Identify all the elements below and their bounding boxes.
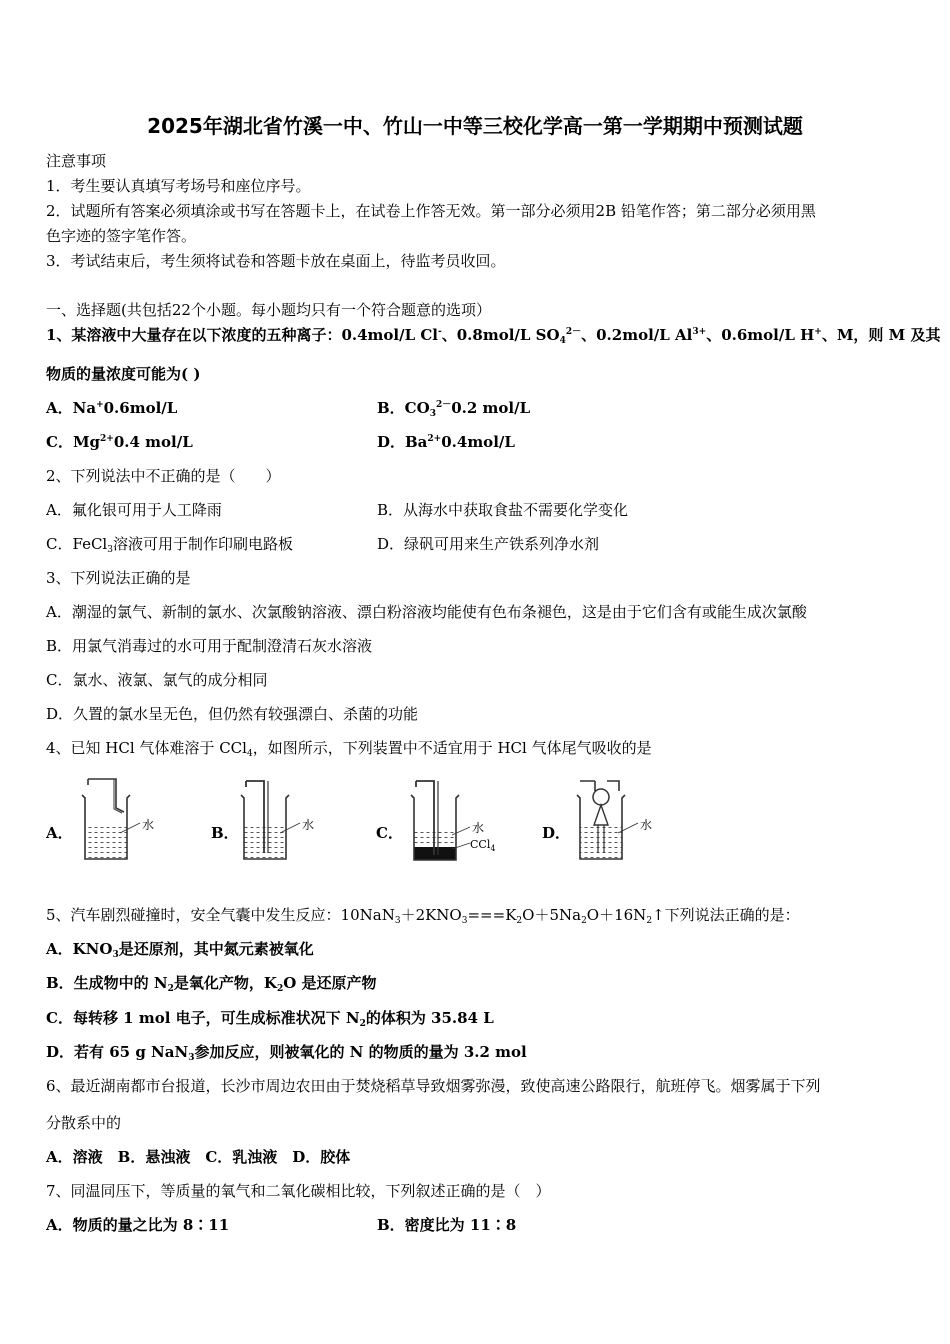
q4-apparatus-b [238,775,328,867]
q4-label-d: D． [542,824,571,842]
q4-label-b: B． [211,824,239,842]
q7-option-a: A．物质的量之比为 8∶11 [46,1216,230,1234]
q1-option-d: D．$Ba^{2+}0.4mol/L$ [377,433,515,451]
q5-option-b: B．生成物中的 $N_2$是氧化产物，$K_2O$ 是还原产物 [46,974,377,994]
notice-item-3: 3．考试结束后，考生须将试卷和答题卡放在桌面上，待监考员收回。 [46,252,506,270]
q1-stem: 1、某溶液中大量存在以下浓度的五种离子：0.4mol/L Cl-、0.8mol/L $SO_4^{2-}$、0.2mol/L $Al^{3+}$、0.6mol/L H+、M，则 M 及其 [46,326,941,346]
q5-stem: 5、汽车剧烈碰撞时，安全气囊中发生反应：$10NaN_3+2KNO_3===K_2O+5Na_2O+16N_2↑$下列说法正确的是： [46,906,800,926]
q2-option-a: A．氟化银可用于人工降雨 [46,501,222,519]
q6-options: A．溶液 B．悬浊液 C．乳浊液 D．胶体 [46,1148,351,1166]
q2-stem: 2、下列说法中不正确的是（ ） [46,467,281,485]
section-heading: 一、选择题(共包括22个小题。每小题均只有一个符合题意的选项） [46,301,491,319]
q1-option-a: A．Na+0.6mol/L [46,399,178,417]
q6-stem: 6、最近湖南都市台报道，长沙市周边农田由于焚烧稻草导致烟雾弥漫，致使高速公路限行，航班停飞。烟雾属于下列 [46,1077,821,1095]
q1-option-b: B．$CO_3^{2-}0.2$ mol/L [377,399,531,419]
q3-stem: 3、下列说法正确的是 [46,569,191,587]
q4-d-water-label: 水 [640,818,653,832]
q4-stem: 4、已知 HCl 气体难溶于 CCl$_4$，如图所示，下列装置中不适宜用于 HCl 气体尾气吸收的是 [46,739,652,759]
notice-item-2-cont: 色字迹的签字笔作答。 [46,227,197,245]
q3-option-d: D．久置的氯水呈无色，但仍然有较强漂白、杀菌的功能 [46,705,419,723]
notice-item-1: 1．考生要认真填写考场号和座位序号。 [46,177,311,195]
q4-a-water-label: 水 [142,818,155,832]
q5-option-d: D．若有 65 g NaN$_3$参加反应，则被氧化的 N 的物质的量为 3.2 mol [46,1043,527,1063]
q7-option-b: B．密度比为 11∶8 [377,1216,517,1234]
q7-stem: 7、同温同压下，等质量的氧气和二氧化碳相比较，下列叙述正确的是（ ） [46,1182,551,1200]
q1-option-c: C．$Mg^{2+}0.4$ mol/L [46,433,193,451]
q4-c-ccl4-label: CCl$_4$ [470,838,496,853]
q3-option-c: C．氯水、液氯、氯气的成分相同 [46,671,268,689]
q4-label-c: C． [376,824,403,842]
notice-heading: 注意事项 [46,152,107,170]
q1-stem-cont: 物质的量浓度可能为( ) [46,365,201,383]
q5-option-c: C．每转移 1 mol 电子，可生成标准状况下 $N_2$的体积为 35.84 L [46,1009,494,1029]
q4-b-water-label: 水 [302,818,315,832]
q2-option-b: B．从海水中获取食盐不需要化学变化 [377,501,629,519]
q4-c-water-label: 水 [472,821,485,835]
q5-option-a: A．$KNO_3$是还原剂，其中氮元素被氧化 [46,940,314,960]
q3-option-b: B．用氯气消毒过的水可用于配制澄清石灰水溶液 [46,637,373,655]
q2-option-d: D．绿矾可用来生产铁系列净水剂 [377,535,600,553]
notice-item-2: 2．试题所有答案必须填涂或书写在答题卡上，在试卷上作答无效。第一部分必须用2B 铅笔作答；第二部分必须用黑 [46,202,816,220]
page-title: 2025年湖北省竹溪一中、竹山一中等三校化学高一第一学期期中预测试题 [147,114,803,138]
q4-apparatus-a [76,775,166,867]
q6-stem-cont: 分散系中的 [46,1114,122,1132]
q3-option-a: A．潮湿的氯气、新制的氯水、次氯酸钠溶液、漂白粉溶液均能使有色布条褪色，这是由于它们含有或能生成次氯酸 [46,603,807,621]
q4-label-a: A． [46,824,73,842]
q4-apparatus-c [408,775,518,867]
q4-apparatus-d [572,775,672,867]
q2-option-c: C．FeCl$_3$溶液可用于制作印刷电路板 [46,535,293,555]
